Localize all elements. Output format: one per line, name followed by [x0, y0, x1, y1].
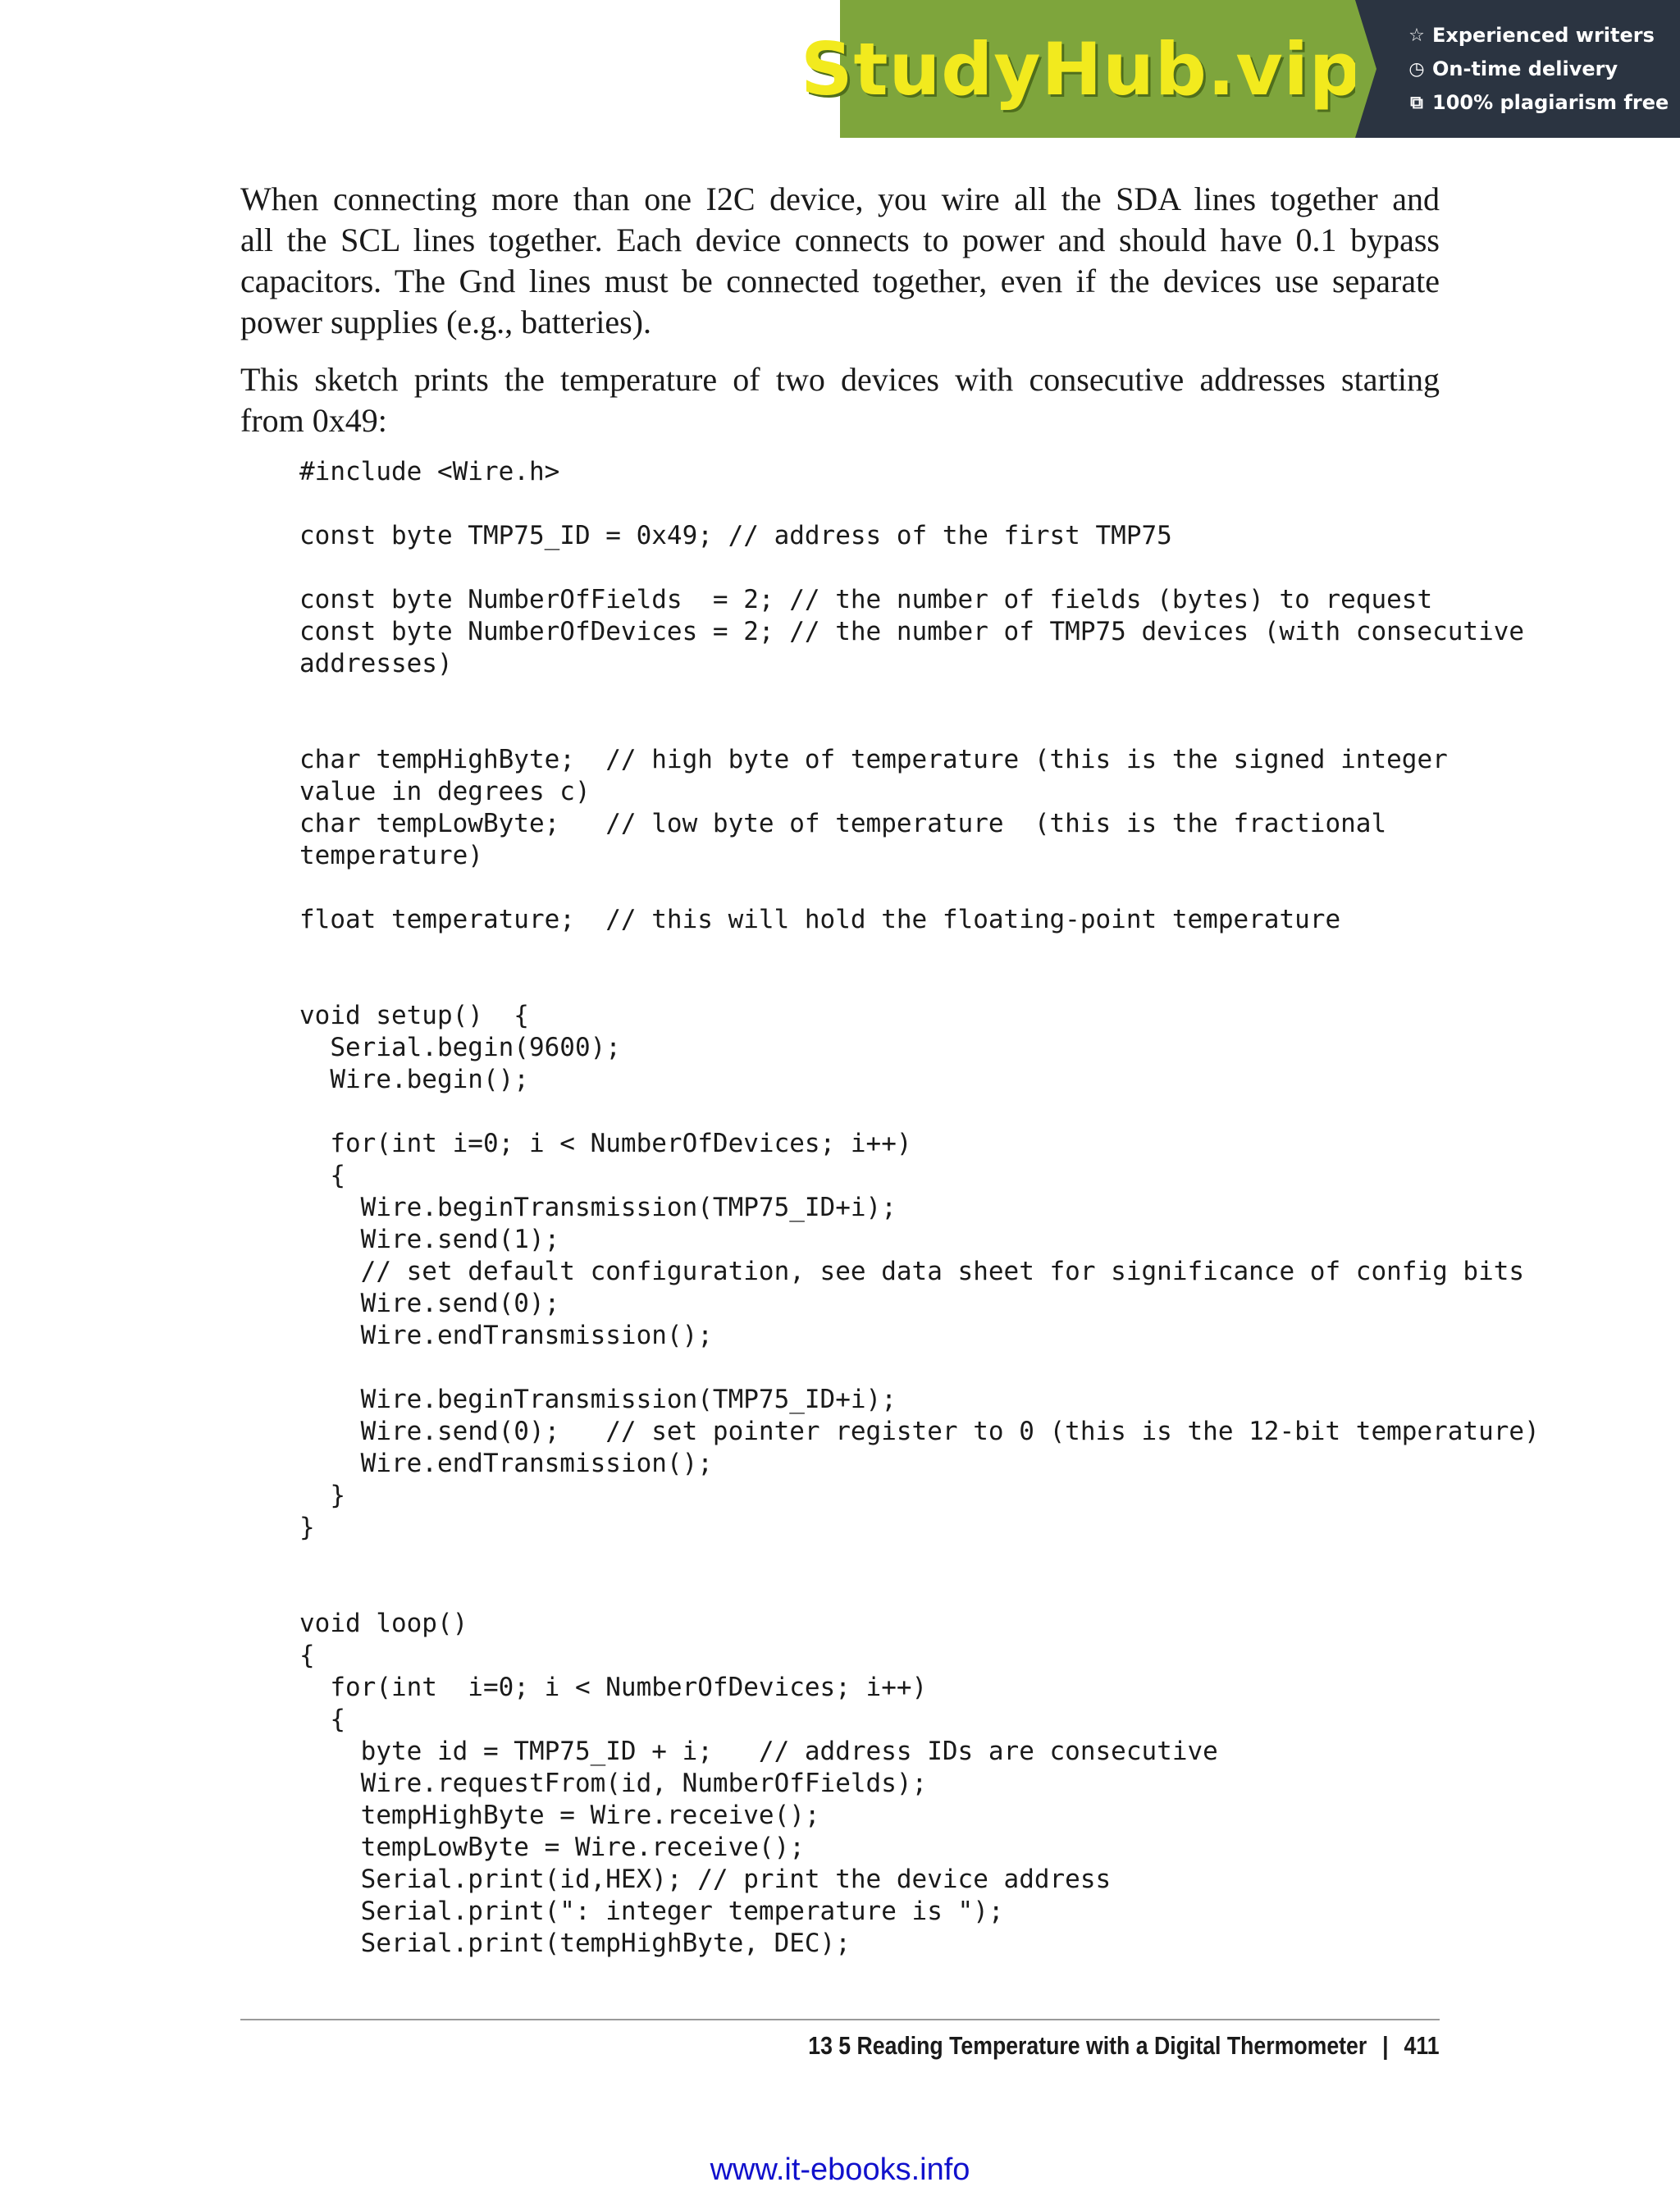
footer-separator: |: [1382, 2031, 1390, 2060]
feature-label: On-time delivery: [1432, 57, 1618, 80]
paragraph-sketch-intro: [240, 359, 1440, 441]
copy-document-icon: ⧉: [1410, 92, 1423, 113]
feature-experienced-writers: [1406, 19, 1680, 52]
paragraph-line: all the SCL lines together. Each device connects to power and should have 0.1 bypass: [240, 221, 1440, 258]
feature-label: Experienced writers: [1432, 24, 1655, 47]
brand-logo: StudyHub.vip: [801, 26, 1362, 112]
watermark-link[interactable]: www.it-ebooks.info: [710, 2152, 970, 2187]
feature-on-time-delivery: [1406, 52, 1680, 86]
paragraph-line: When connecting more than one I2C device, you wire all the SDA lines together and: [240, 180, 1440, 217]
brand-panel: [801, 0, 1362, 138]
feature-list: [1355, 0, 1680, 138]
page-footer: [809, 2031, 1440, 2061]
feature-plagiarism-free: [1406, 86, 1680, 120]
star-outline-icon: ☆: [1408, 25, 1425, 46]
feature-label: 100% plagiarism free: [1432, 91, 1669, 114]
clock-icon: ◷: [1408, 58, 1425, 80]
paragraph-line: This sketch prints the temperature of two devices with consecutive addresses starting: [240, 361, 1440, 398]
footer-section-title: 13 5 Reading Temperature with a Digital Thermometer: [808, 2031, 1367, 2060]
paragraph-line: capacitors. The Gnd lines must be connected together, even if the devices use separate: [240, 262, 1440, 299]
page-number: 411: [1404, 2031, 1440, 2060]
ad-banner[interactable]: [801, 0, 1680, 138]
paragraph-line: power supplies (e.g., batteries).: [240, 304, 651, 340]
paragraph-i2c-wiring: [240, 179, 1440, 343]
code-listing: #include <Wire.h> const byte TMP75_ID = 0x49; // address of the first TMP75 const byte NumberOfFields = 2; // the number of fields (bytes) to request const byte NumberOfDevices = 2; // the number of TMP75 devices (with consecutive addresses) char tempHighByte; // high byte of temperature (this is the signed integer value in degrees c) char tempLowByte; // low byte of temperature (this is the fractional temperature) float temperature; // this will hold the floating-point temperature void setup() { Serial.begin(9600); Wire.begin(); for(int i=0; i < NumberOfDevices; i++) { Wire.beginTransmission(TMP75_ID+i); Wire.send(1); // set default configuration, see data sheet for significance of config bits Wire.send(0); Wire.endTransmission(); Wire.beginTransmission(TMP75_ID+i); Wire.send(0); // set pointer register to 0 (this is the 12-bit temperature) Wire.endTransmission(); } } void loop() { for(int i=0; i < NumberOfDevices; i++) { byte id = TMP75_ID + i; // address IDs are consecutive Wire.requestFrom(id, NumberOfFields); tempHighByte = Wire.receive(); tempLowByte = Wire.receive(); Serial.print(id,HEX); // print the device address Serial.print(": integer temperature is "); Serial.print(tempHighByte, DEC);: [299, 457, 1540, 1958]
paragraph-line: from 0x49:: [240, 402, 387, 439]
footer-divider: [240, 2019, 1440, 2020]
